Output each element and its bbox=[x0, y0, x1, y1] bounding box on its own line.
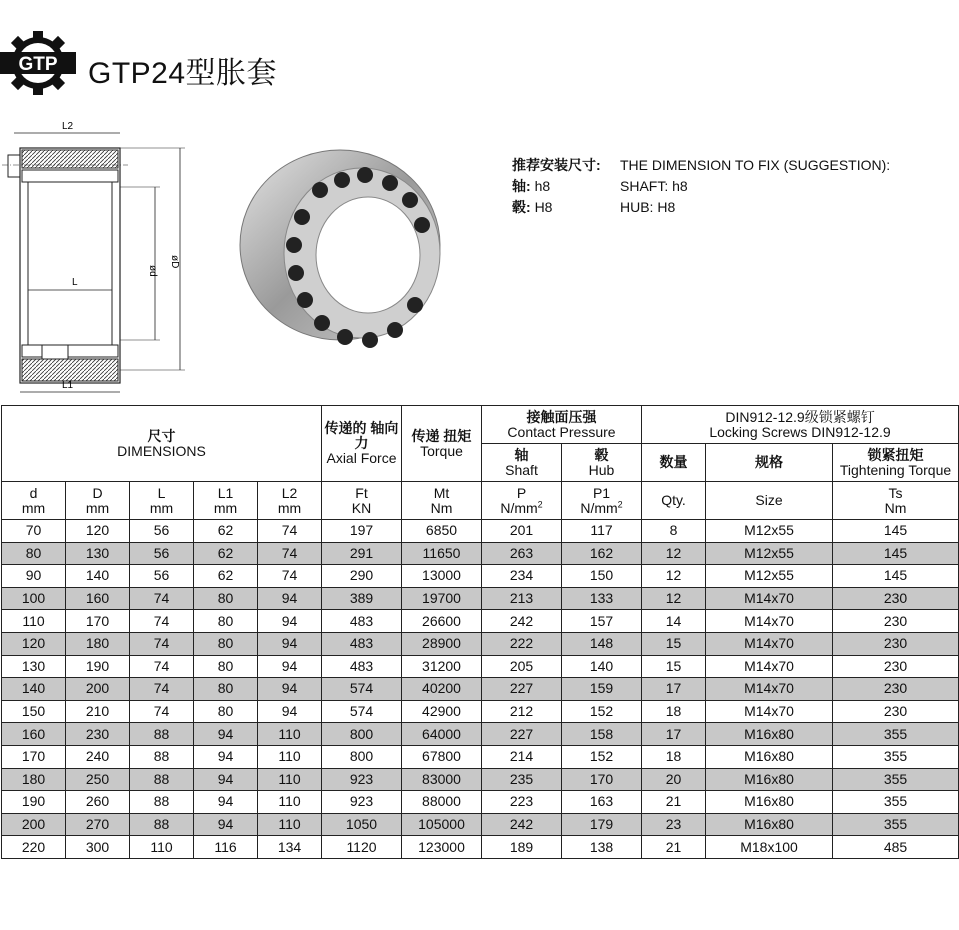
table-cell: 42900 bbox=[402, 700, 482, 723]
table-cell: 94 bbox=[258, 632, 322, 655]
table-cell: 74 bbox=[130, 610, 194, 633]
table-cell: 88 bbox=[130, 768, 194, 791]
table-cell: 152 bbox=[562, 745, 642, 768]
table-cell: 56 bbox=[130, 565, 194, 588]
unit-cell: L mm bbox=[130, 482, 194, 520]
table-cell: 15 bbox=[642, 632, 706, 655]
table-cell: 90 bbox=[2, 565, 66, 588]
table-cell: 120 bbox=[66, 520, 130, 543]
table-cell: 94 bbox=[258, 610, 322, 633]
label-D: øD bbox=[169, 255, 180, 269]
table-cell: 180 bbox=[2, 768, 66, 791]
table-cell: 74 bbox=[130, 632, 194, 655]
table-cell: 11650 bbox=[402, 542, 482, 565]
unit-cell: P1 $N/mm^2$ bbox=[562, 482, 642, 520]
table-cell: 18 bbox=[642, 700, 706, 723]
table-cell: 110 bbox=[130, 836, 194, 859]
table-cell: M14x70 bbox=[706, 678, 833, 701]
table-cell: 260 bbox=[66, 791, 130, 814]
table-cell: 235 bbox=[482, 768, 562, 791]
fit-title-zh: 推荐安装尺寸: bbox=[512, 157, 601, 173]
table-cell: 190 bbox=[2, 791, 66, 814]
table-cell: 355 bbox=[833, 813, 959, 836]
table-cell: 31200 bbox=[402, 655, 482, 678]
table-cell: 88 bbox=[130, 723, 194, 746]
table-cell: 62 bbox=[194, 520, 258, 543]
unit-cell: Qty. bbox=[642, 482, 706, 520]
table-cell: 88 bbox=[130, 791, 194, 814]
table-cell: 227 bbox=[482, 723, 562, 746]
table-cell: 201 bbox=[482, 520, 562, 543]
table-cell: 290 bbox=[322, 565, 402, 588]
table-cell: 74 bbox=[258, 565, 322, 588]
table-cell: 94 bbox=[258, 700, 322, 723]
table-cell: 163 bbox=[562, 791, 642, 814]
table-cell: 100 bbox=[2, 587, 66, 610]
table-cell: 800 bbox=[322, 723, 402, 746]
table-cell: M12x55 bbox=[706, 565, 833, 588]
table-cell: 94 bbox=[194, 791, 258, 814]
table-cell: 200 bbox=[2, 813, 66, 836]
table-cell: 214 bbox=[482, 745, 562, 768]
table-cell: 230 bbox=[833, 700, 959, 723]
header-dimensions: 尺寸 DIMENSIONS bbox=[2, 406, 322, 482]
table-cell: 62 bbox=[194, 542, 258, 565]
table-cell: 483 bbox=[322, 610, 402, 633]
hub-value: H8 bbox=[534, 199, 553, 215]
table-cell: 923 bbox=[322, 791, 402, 814]
table-cell: 389 bbox=[322, 587, 402, 610]
table-cell: 80 bbox=[2, 542, 66, 565]
table-cell: 291 bbox=[322, 542, 402, 565]
table-cell: 355 bbox=[833, 791, 959, 814]
unit-cell: d mm bbox=[2, 482, 66, 520]
table-cell: 152 bbox=[562, 700, 642, 723]
table-cell: 62 bbox=[194, 565, 258, 588]
table-cell: 242 bbox=[482, 813, 562, 836]
header-tightening-torque: 锁紧扭矩 Tightening Torque bbox=[833, 444, 959, 482]
table-cell: 23 bbox=[642, 813, 706, 836]
table-cell: 134 bbox=[258, 836, 322, 859]
table-cell: 88 bbox=[130, 813, 194, 836]
table-cell: 574 bbox=[322, 700, 402, 723]
table-cell: 6850 bbox=[402, 520, 482, 543]
table-cell: 110 bbox=[258, 791, 322, 814]
table-cell: 157 bbox=[562, 610, 642, 633]
table-row bbox=[2, 587, 959, 610]
table-cell: 74 bbox=[130, 587, 194, 610]
header-shaft: 轴 Shaft bbox=[482, 444, 562, 482]
table-cell: 140 bbox=[66, 565, 130, 588]
table-cell: M16x80 bbox=[706, 723, 833, 746]
table-row bbox=[2, 813, 959, 836]
unit-cell: Size bbox=[706, 482, 833, 520]
table-cell: 212 bbox=[482, 700, 562, 723]
table-cell: 800 bbox=[322, 745, 402, 768]
table-cell: 105000 bbox=[402, 813, 482, 836]
shaft-label-zh: 轴: bbox=[512, 178, 531, 194]
table-cell: M18x100 bbox=[706, 836, 833, 859]
table-cell: M12x55 bbox=[706, 542, 833, 565]
table-cell: 189 bbox=[482, 836, 562, 859]
table-cell: 213 bbox=[482, 587, 562, 610]
header-contact-pressure: 接触面压强 Contact Pressure bbox=[482, 406, 642, 444]
table-cell: 200 bbox=[66, 678, 130, 701]
unit-cell: Ts Nm bbox=[833, 482, 959, 520]
table-cell: 1120 bbox=[322, 836, 402, 859]
table-cell: 190 bbox=[66, 655, 130, 678]
table-cell: 94 bbox=[194, 723, 258, 746]
fit-title-en: THE DIMENSION TO FIX (SUGGESTION): bbox=[620, 157, 891, 173]
table-cell: 17 bbox=[642, 678, 706, 701]
table-cell: 230 bbox=[833, 587, 959, 610]
table-cell: 94 bbox=[194, 745, 258, 768]
table-cell: 88 bbox=[130, 745, 194, 768]
table-cell: 300 bbox=[66, 836, 130, 859]
table-row bbox=[2, 768, 959, 791]
table-cell: 250 bbox=[66, 768, 130, 791]
table-cell: 223 bbox=[482, 791, 562, 814]
table-cell: 234 bbox=[482, 565, 562, 588]
table-cell: 21 bbox=[642, 791, 706, 814]
table-cell: M16x80 bbox=[706, 768, 833, 791]
table-cell: 230 bbox=[833, 655, 959, 678]
table-cell: 28900 bbox=[402, 632, 482, 655]
table-cell: 74 bbox=[130, 700, 194, 723]
table-cell: M14x70 bbox=[706, 587, 833, 610]
table-cell: 923 bbox=[322, 768, 402, 791]
table-row bbox=[2, 542, 959, 565]
table-cell: 270 bbox=[66, 813, 130, 836]
hub-en: HUB: H8 bbox=[620, 199, 676, 215]
table-cell: 205 bbox=[482, 655, 562, 678]
table-cell: 74 bbox=[258, 542, 322, 565]
header-spec: 规格 bbox=[706, 444, 833, 482]
label-l2: L2 bbox=[62, 121, 74, 132]
header-torque: 传递 扭矩 Torque bbox=[402, 406, 482, 482]
table-cell: 116 bbox=[194, 836, 258, 859]
table-row bbox=[2, 700, 959, 723]
shaft-en: SHAFT: h8 bbox=[620, 178, 688, 194]
table-cell: 19700 bbox=[402, 587, 482, 610]
table-cell: 180 bbox=[66, 632, 130, 655]
table-cell: 145 bbox=[833, 565, 959, 588]
table-cell: 210 bbox=[66, 700, 130, 723]
table-cell: 94 bbox=[258, 655, 322, 678]
table-cell: M14x70 bbox=[706, 700, 833, 723]
table-cell: 80 bbox=[194, 655, 258, 678]
table-cell: 74 bbox=[258, 520, 322, 543]
spec-table bbox=[1, 405, 959, 859]
table-cell: 227 bbox=[482, 678, 562, 701]
table-cell: M14x70 bbox=[706, 632, 833, 655]
unit-cell: L1 mm bbox=[194, 482, 258, 520]
table-cell: 230 bbox=[833, 632, 959, 655]
table-cell: 230 bbox=[833, 610, 959, 633]
shaft-value: h8 bbox=[534, 178, 551, 194]
table-cell: 17 bbox=[642, 723, 706, 746]
table-cell: M16x80 bbox=[706, 791, 833, 814]
table-cell: 240 bbox=[66, 745, 130, 768]
table-cell: 162 bbox=[562, 542, 642, 565]
table-cell: 140 bbox=[562, 655, 642, 678]
table-row bbox=[2, 836, 959, 859]
unit-cell: Mt Nm bbox=[402, 482, 482, 520]
table-cell: 355 bbox=[833, 723, 959, 746]
fit-recommendation bbox=[512, 155, 890, 218]
table-cell: 230 bbox=[66, 723, 130, 746]
table-cell: 80 bbox=[194, 700, 258, 723]
table-cell: 110 bbox=[2, 610, 66, 633]
table-cell: 483 bbox=[322, 632, 402, 655]
page-title: GTP24型胀套 bbox=[88, 57, 278, 90]
table-cell: M16x80 bbox=[706, 813, 833, 836]
table-cell: 242 bbox=[482, 610, 562, 633]
table-cell: 130 bbox=[66, 542, 130, 565]
table-row bbox=[2, 745, 959, 768]
table-cell: 140 bbox=[2, 678, 66, 701]
table-cell: 120 bbox=[2, 632, 66, 655]
table-cell: M12x55 bbox=[706, 520, 833, 543]
table-cell: 88000 bbox=[402, 791, 482, 814]
table-cell: 220 bbox=[2, 836, 66, 859]
table-cell: 148 bbox=[562, 632, 642, 655]
table-cell: 133 bbox=[562, 587, 642, 610]
table-cell: 74 bbox=[130, 655, 194, 678]
table-cell: 94 bbox=[194, 768, 258, 791]
table-cell: 170 bbox=[562, 768, 642, 791]
table-cell: 160 bbox=[2, 723, 66, 746]
table-cell: 64000 bbox=[402, 723, 482, 746]
table-cell: 138 bbox=[562, 836, 642, 859]
label-d: ød bbox=[147, 265, 158, 277]
table-cell: 12 bbox=[642, 565, 706, 588]
table-cell: 70 bbox=[2, 520, 66, 543]
table-cell: 80 bbox=[194, 632, 258, 655]
table-cell: 20 bbox=[642, 768, 706, 791]
table-cell: 117 bbox=[562, 520, 642, 543]
table-cell: 160 bbox=[66, 587, 130, 610]
table-cell: 150 bbox=[2, 700, 66, 723]
table-cell: M16x80 bbox=[706, 745, 833, 768]
table-cell: 355 bbox=[833, 768, 959, 791]
table-cell: M14x70 bbox=[706, 610, 833, 633]
table-cell: 230 bbox=[833, 678, 959, 701]
table-cell: 158 bbox=[562, 723, 642, 746]
table-cell: 483 bbox=[322, 655, 402, 678]
unit-cell: P $N/mm^2$ bbox=[482, 482, 562, 520]
table-row bbox=[2, 610, 959, 633]
table-row bbox=[2, 520, 959, 543]
table-cell: 179 bbox=[562, 813, 642, 836]
table-cell: 145 bbox=[833, 520, 959, 543]
table-cell: 110 bbox=[258, 745, 322, 768]
table-cell: 56 bbox=[130, 520, 194, 543]
header-axial-force: 传递的 轴向力 Axial Force bbox=[322, 406, 402, 482]
product-photo bbox=[230, 145, 445, 360]
gtp-logo-icon bbox=[0, 28, 76, 98]
cross-section-drawing bbox=[0, 115, 200, 400]
units-row bbox=[2, 482, 959, 520]
table-cell: 170 bbox=[66, 610, 130, 633]
header-hub: 毂 Hub bbox=[562, 444, 642, 482]
table-cell: 67800 bbox=[402, 745, 482, 768]
table-cell: 170 bbox=[2, 745, 66, 768]
table-cell: 14 bbox=[642, 610, 706, 633]
hub-label-zh: 毂: bbox=[512, 199, 531, 215]
table-cell: 263 bbox=[482, 542, 562, 565]
label-l1: L1 bbox=[62, 380, 74, 391]
table-cell: 150 bbox=[562, 565, 642, 588]
table-cell: 110 bbox=[258, 768, 322, 791]
table-cell: 12 bbox=[642, 542, 706, 565]
table-cell: 56 bbox=[130, 542, 194, 565]
table-cell: 12 bbox=[642, 587, 706, 610]
table-cell: 83000 bbox=[402, 768, 482, 791]
header bbox=[0, 28, 500, 98]
table-cell: 13000 bbox=[402, 565, 482, 588]
table-cell: 130 bbox=[2, 655, 66, 678]
unit-cell: L2 mm bbox=[258, 482, 322, 520]
table-cell: 94 bbox=[194, 813, 258, 836]
table-cell: 8 bbox=[642, 520, 706, 543]
table-row bbox=[2, 678, 959, 701]
logo-text: GTP bbox=[18, 54, 58, 75]
table-cell: 80 bbox=[194, 610, 258, 633]
table-cell: 40200 bbox=[402, 678, 482, 701]
label-l: L bbox=[72, 277, 78, 288]
header-locking-screws: DIN912-12.9级锁紧螺钉 Locking Screws DIN912-12.9 bbox=[642, 406, 959, 444]
table-cell: 74 bbox=[130, 678, 194, 701]
unit-cell: Ft KN bbox=[322, 482, 402, 520]
table-cell: 485 bbox=[833, 836, 959, 859]
table-cell: 159 bbox=[562, 678, 642, 701]
table-cell: 222 bbox=[482, 632, 562, 655]
table-cell: 355 bbox=[833, 745, 959, 768]
table-cell: M14x70 bbox=[706, 655, 833, 678]
table-cell: 21 bbox=[642, 836, 706, 859]
table-body bbox=[2, 520, 959, 859]
unit-cell: D mm bbox=[66, 482, 130, 520]
table-cell: 574 bbox=[322, 678, 402, 701]
table-cell: 197 bbox=[322, 520, 402, 543]
table-row bbox=[2, 655, 959, 678]
table-cell: 110 bbox=[258, 813, 322, 836]
table-cell: 80 bbox=[194, 678, 258, 701]
table-row bbox=[2, 723, 959, 746]
table-cell: 145 bbox=[833, 542, 959, 565]
table-cell: 26600 bbox=[402, 610, 482, 633]
table-row bbox=[2, 565, 959, 588]
table-cell: 15 bbox=[642, 655, 706, 678]
table-row bbox=[2, 632, 959, 655]
table-cell: 80 bbox=[194, 587, 258, 610]
table-cell: 1050 bbox=[322, 813, 402, 836]
table-cell: 94 bbox=[258, 587, 322, 610]
table-cell: 18 bbox=[642, 745, 706, 768]
table-row bbox=[2, 791, 959, 814]
table-cell: 123000 bbox=[402, 836, 482, 859]
header-qty: 数量 bbox=[642, 444, 706, 482]
table-cell: 110 bbox=[258, 723, 322, 746]
table-cell: 94 bbox=[258, 678, 322, 701]
